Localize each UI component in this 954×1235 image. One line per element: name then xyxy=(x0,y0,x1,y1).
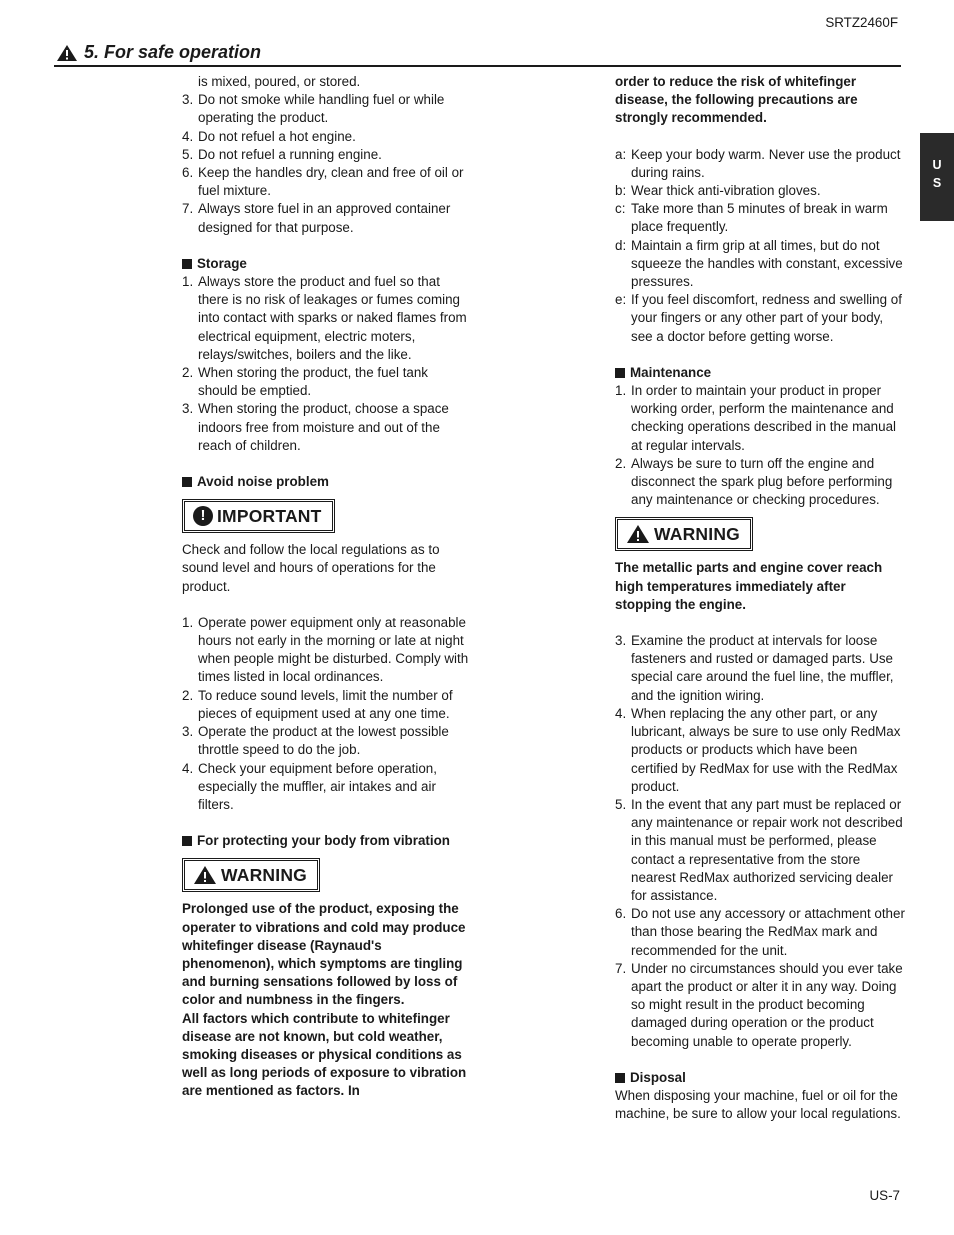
side-tab-letter: S xyxy=(932,176,942,190)
list-item xyxy=(182,364,470,400)
item-text: Maintain a firm grip at all times, but do not squeeze the handles with constant, excessive pressures. xyxy=(631,237,903,290)
list-item xyxy=(182,723,470,759)
item-text: Do not refuel a running engine. xyxy=(198,146,382,162)
section-title: 5. For safe operation xyxy=(84,42,262,62)
item-number: 2. xyxy=(182,687,194,703)
list-item xyxy=(182,400,470,455)
square-bullet-icon xyxy=(615,1073,625,1083)
important-label: IMPORTANT xyxy=(217,506,322,527)
item-text: Under no circumstances should you ever take apart the product or alter it in any way. Doing so might result in the product becoming damaged during operation or the product becoming unable to operate properly. xyxy=(631,960,903,1049)
item-text: Keep the handles dry, clean and free of oil or fuel mixture. xyxy=(198,165,464,199)
square-bullet-icon xyxy=(615,368,625,378)
language-tab xyxy=(920,133,954,221)
item-text: Keep your body warm. Never use the product during rains. xyxy=(631,146,901,180)
item-text: Examine the product at intervals for loose fasteners and rusted or damaged parts. Use special care around the fuel line, the muffler, and the ignition wiring. xyxy=(631,633,894,703)
warning-label: WARNING xyxy=(221,865,307,886)
list-item xyxy=(182,760,470,815)
side-tab-letter: U xyxy=(932,158,942,172)
item-text: Operate the product at the lowest possible throttle speed to do the job. xyxy=(198,724,449,758)
list-item xyxy=(182,200,470,236)
list-item xyxy=(182,614,470,687)
item-number: 1. xyxy=(615,383,627,399)
warning-label: WARNING xyxy=(654,524,740,545)
item-number: 6. xyxy=(615,906,627,922)
maintenance-list-continued xyxy=(615,632,905,1051)
square-bullet-icon xyxy=(182,259,192,269)
list-item xyxy=(182,146,470,164)
square-bullet-icon xyxy=(182,477,192,487)
item-number: a: xyxy=(615,146,627,162)
item-number: 7. xyxy=(615,960,627,976)
list-item xyxy=(615,705,905,796)
item-text: Always store the product and fuel so that there is no risk of leakages or fumes coming into contact with sparks or naked flames from electrical equipment, electric moters, relays/switches, boilers and the like. xyxy=(198,274,467,362)
storage-list xyxy=(182,273,470,455)
item-text: Check your equipment before operation, especially the muffler, air intakes and air filters. xyxy=(198,760,437,812)
vibration-warning-text: All factors which contribute to whitefinger disease are not known, but cold weather, smoking diseases or physical conditions as well as long periods of exposure to vibration are mentioned as factors. In xyxy=(182,1010,467,1099)
item-number: 2. xyxy=(615,455,627,471)
item-text: Always store fuel in an approved container designed for that purpose. xyxy=(198,201,451,235)
important-text: Check and follow the local regulations as to sound level and hours of operations for the product. xyxy=(182,542,440,594)
continued-warning-text: order to reduce the risk of whitefinger disease, the following precautions are strongly recommended. xyxy=(615,74,858,126)
item-number: 7. xyxy=(182,201,194,217)
list-item xyxy=(182,273,470,364)
right-column xyxy=(615,73,905,1123)
item-text: When storing the product, choose a space indoors free from moisture and out of the reach of children. xyxy=(198,401,449,453)
list-item xyxy=(182,128,470,146)
item-number: 4. xyxy=(182,128,194,144)
item-number: b: xyxy=(615,183,627,199)
warning-box xyxy=(615,517,753,551)
maintenance-list xyxy=(615,382,905,509)
maintenance-warning-text: The metallic parts and engine cover reach high temperatures immediately after stopping the engine. xyxy=(615,560,883,612)
square-bullet-icon xyxy=(182,836,192,846)
list-item xyxy=(615,382,905,455)
list-item xyxy=(182,91,470,127)
item-number: d: xyxy=(615,237,627,253)
warning-triangle-icon xyxy=(193,865,217,885)
warning-triangle-icon xyxy=(56,44,78,62)
noise-list xyxy=(182,614,470,814)
item-text: In order to maintain your product in proper working order, perform the maintenance and checking operations described in the manual at regular intervals. xyxy=(631,383,897,453)
item-text: Do not refuel a hot engine. xyxy=(198,128,356,144)
page-number: US-7 xyxy=(869,1188,900,1203)
item-number: 3. xyxy=(182,401,194,417)
list-item xyxy=(615,905,905,960)
disposal-text: When disposing your machine, fuel or oil for the machine, be sure to allow your local regulations. xyxy=(615,1087,901,1122)
item-text: Wear thick anti-vibration gloves. xyxy=(631,183,821,199)
item-number: 3. xyxy=(182,724,194,740)
warning-box xyxy=(182,858,320,892)
item-text: If you feel discomfort, redness and swelling of your fingers or any other part of your body, see a doctor before getting worse. xyxy=(631,292,902,344)
item-number: 3. xyxy=(182,92,194,108)
left-column xyxy=(182,73,470,1101)
list-item xyxy=(615,182,905,200)
item-text: Operate power equipment only at reasonable hours not early in the morning or late at night when people might be disturbed. Comply with times listed in local ordinances. xyxy=(198,614,469,685)
item-number: 2. xyxy=(182,365,194,381)
noise-heading: Avoid noise problem xyxy=(182,473,470,491)
precaution-list xyxy=(615,146,905,346)
item-number: 5. xyxy=(182,146,194,162)
important-box xyxy=(182,499,335,533)
list-item xyxy=(182,687,470,723)
vibration-heading: For protecting your body from vibration xyxy=(182,832,470,850)
item-number: 1. xyxy=(182,614,194,630)
list-item xyxy=(615,960,905,1051)
item-text: Take more than 5 minutes of break in warm place frequently. xyxy=(631,201,888,235)
continued-text: is mixed, poured, or stored. xyxy=(198,74,361,89)
disposal-heading: Disposal xyxy=(615,1069,905,1087)
list-item xyxy=(615,291,905,346)
fuel-list xyxy=(182,91,470,237)
list-item xyxy=(615,796,905,905)
item-text: Always be sure to turn off the engine and disconnect the spark plug before performing any maintenance or checking procedures. xyxy=(631,455,893,508)
item-number: 5. xyxy=(615,796,627,812)
list-item xyxy=(615,200,905,236)
item-number: c: xyxy=(615,201,626,217)
item-text: In the event that any part must be replaced or any maintenance or repair work not described in this manual must be performed, please contact a representative from the store nearest RedMax authorized servicing dealer for assistance. xyxy=(631,796,903,903)
item-text: When storing the product, the fuel tank should be emptied. xyxy=(198,365,429,399)
item-number: 1. xyxy=(182,274,194,290)
list-item xyxy=(615,455,905,510)
item-number: 6. xyxy=(182,165,194,181)
item-number: e: xyxy=(615,292,627,308)
item-text: Do not smoke while handling fuel or while operating the product. xyxy=(198,92,445,126)
item-number: 4. xyxy=(182,760,194,776)
maintenance-heading: Maintenance xyxy=(615,364,905,382)
storage-heading: Storage xyxy=(182,255,470,273)
list-item xyxy=(615,146,905,182)
item-text: To reduce sound levels, limit the number of pieces of equipment used at any one time. xyxy=(198,687,453,721)
vibration-warning-text: Prolonged use of the product, exposing the operater to vibrations and cold may produce whitefinger disease (Raynaud's phenomenon), which symptoms are tingling and burning sensations followed by loss of color and numbness in the fingers. xyxy=(182,901,466,1008)
model-number: SRTZ2460F xyxy=(825,15,898,30)
list-item xyxy=(615,632,905,705)
section-header xyxy=(54,40,901,67)
item-text: When replacing the any other part, or any lubricant, always be sure to use only RedMax products or products which have been certified by RedMax for use with the RedMax product. xyxy=(631,705,901,794)
item-number: 3. xyxy=(615,633,627,649)
exclamation-icon: ! xyxy=(193,506,213,526)
item-text: Do not use any accessory or attachment other than those bearing the RedMax mark and recommended for the unit. xyxy=(631,906,905,958)
item-number: 4. xyxy=(615,705,627,721)
list-item xyxy=(182,164,470,200)
list-item xyxy=(615,237,905,292)
warning-triangle-icon xyxy=(626,524,650,544)
